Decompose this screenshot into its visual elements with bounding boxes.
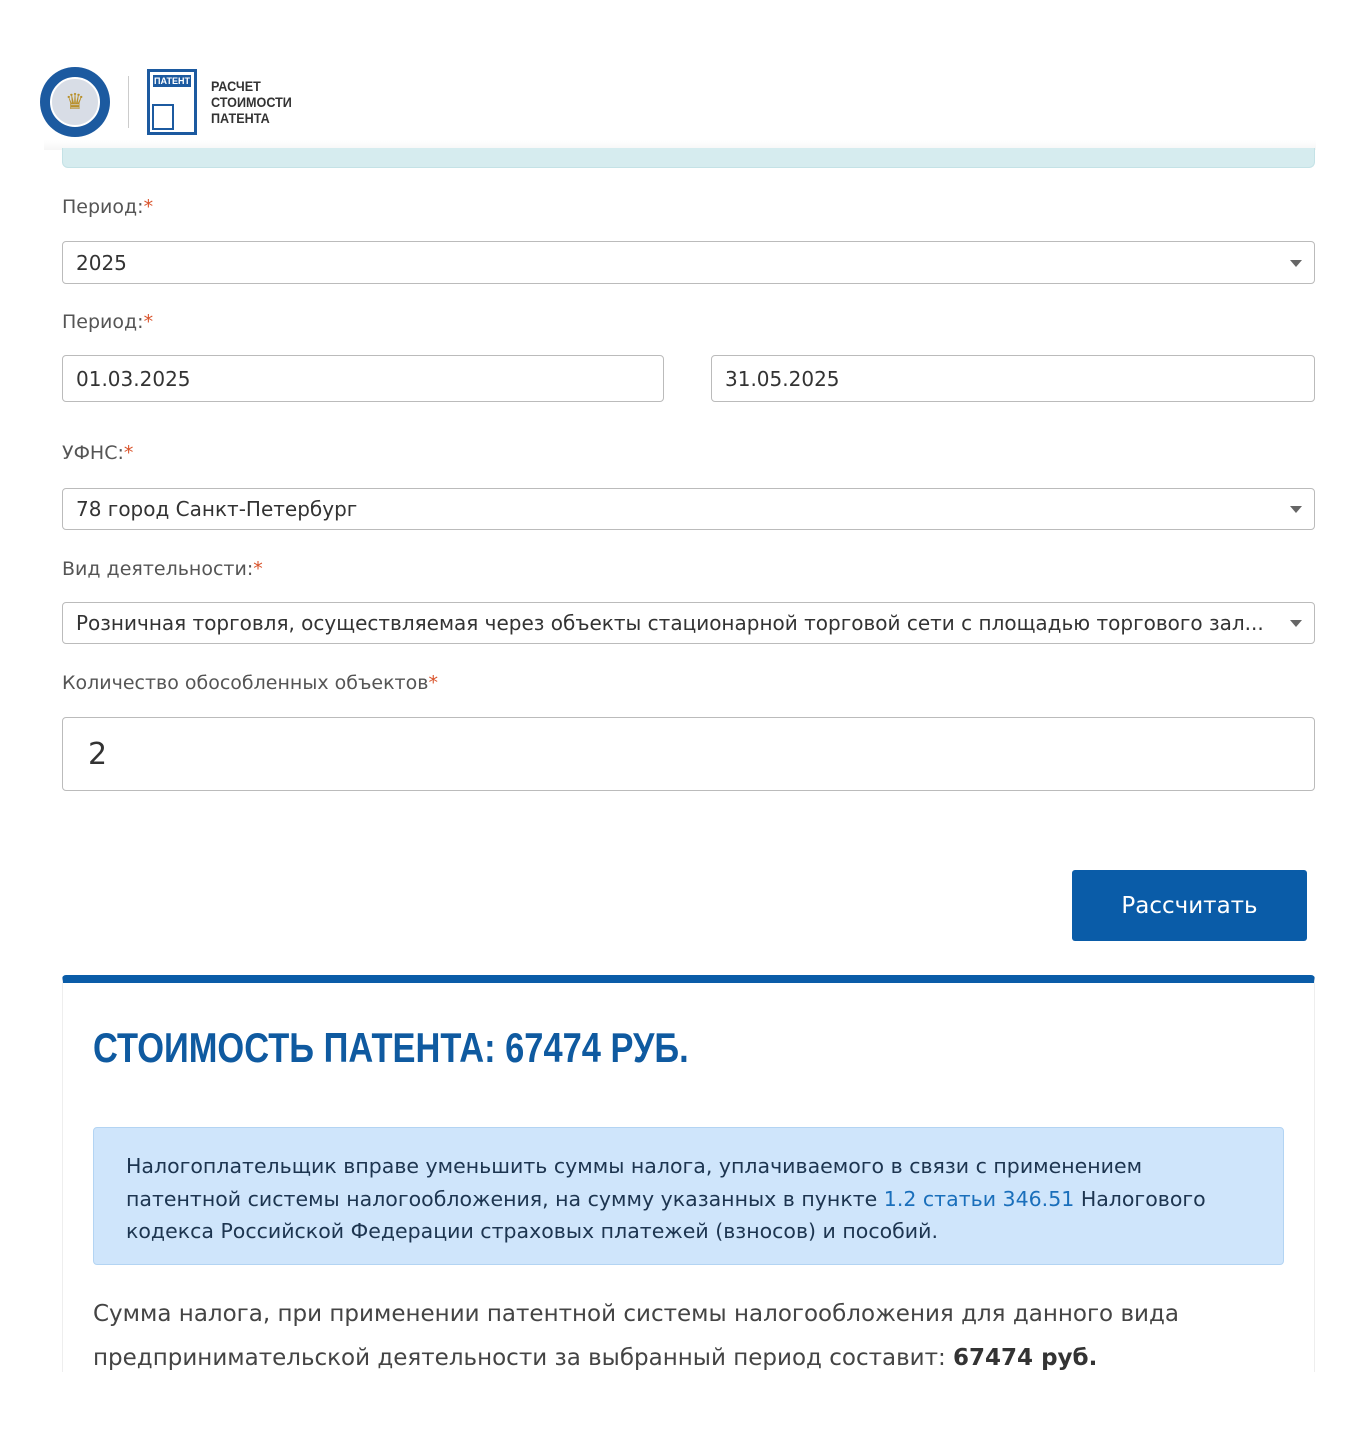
date-to-input[interactable]: 31.05.2025 (711, 355, 1315, 402)
activity-label: Вид деятельности:* (62, 558, 263, 580)
result-amount: 67474 руб. (953, 1345, 1098, 1371)
info-notice: Налогоплательщик вправе уменьшить суммы налога, уплачиваемого в связи с применением патентной системы налогообложения, на сумму указанных в пункте 1.2 статьи 346.51 Налогового кодекса Российской Федерации страховых платежей (взносов) и пособий. (93, 1127, 1284, 1265)
result-title: СТОИМОСТЬ ПАТЕНТА: 67474 РУБ. (93, 1024, 689, 1071)
notice-strip (62, 148, 1315, 168)
header-logo[interactable] (40, 64, 301, 140)
period-dates-label: Период:* (62, 311, 154, 333)
app-name: РАСЧЕТ СТОИМОСТИ ПАТЕНТА (211, 78, 292, 126)
eagle-icon: ♛ (50, 77, 100, 127)
fns-emblem-logo (40, 67, 110, 137)
chevron-down-icon (1290, 506, 1302, 513)
calculate-button[interactable]: Рассчитать (1072, 870, 1307, 941)
tax-code-link[interactable]: 1.2 статьи 346.51 (883, 1186, 1075, 1211)
result-summary: Сумма налога, при применении патентной системы налогообложения для данного вида предпринимательской деятельности за выбранный период составит: 67474 руб. (93, 1301, 1179, 1371)
date-from-input[interactable]: 01.03.2025 (62, 355, 664, 402)
objects-label: Количество обособленных объектов* (62, 672, 438, 694)
chevron-down-icon (1290, 620, 1302, 627)
activity-select[interactable]: Розничная торговля, осуществляемая через объекты стационарной торговой сети с площадью торгового зал... (62, 602, 1315, 644)
chevron-down-icon (1290, 260, 1302, 267)
ufns-label: УФНС:* (62, 442, 134, 464)
page-bottom (0, 1372, 1360, 1437)
objects-count-input[interactable]: 2 (62, 717, 1315, 791)
patent-document-icon: ПАТЕНТ (147, 69, 197, 135)
logo-divider (128, 76, 129, 128)
period-year-select[interactable]: 2025 (62, 241, 1315, 284)
period-year-label: Период:* (62, 196, 154, 218)
ufns-select[interactable]: 78 город Санкт-Петербург (62, 488, 1315, 530)
